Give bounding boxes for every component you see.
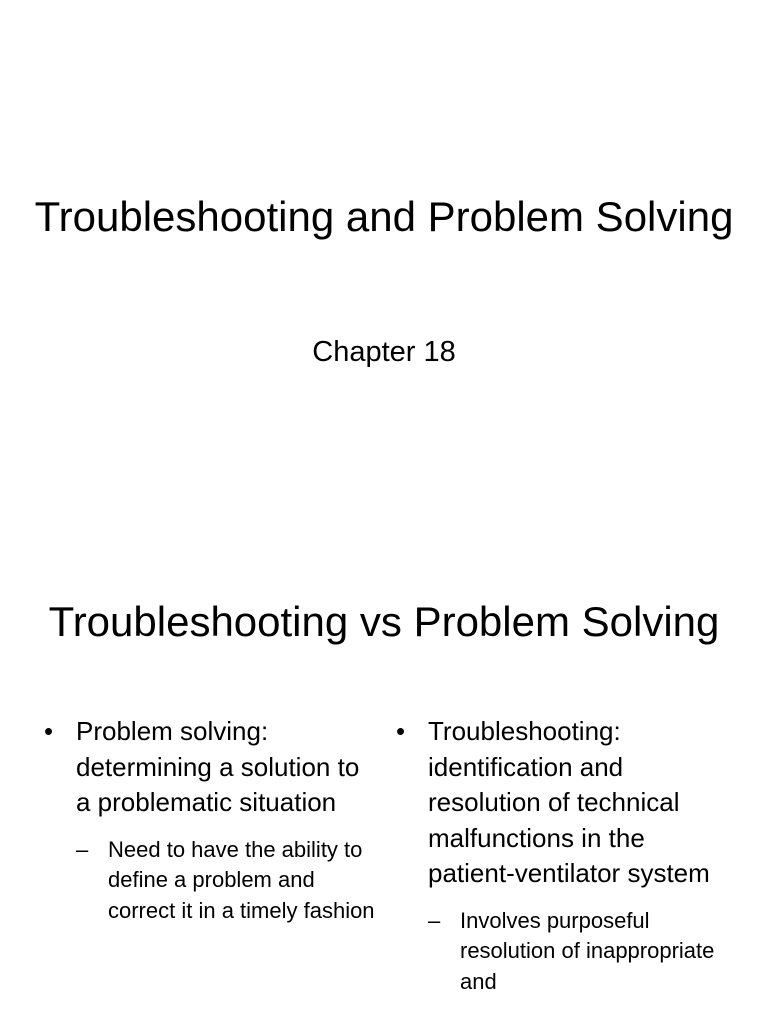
bullet-problem-solving [42, 714, 377, 821]
sub-bullet-purposeful-resolution [428, 906, 734, 998]
dash-marker: – [76, 836, 89, 862]
slide-title-2: Troubleshooting vs Problem Solving [48, 598, 720, 645]
bullet-marker: • [44, 716, 54, 746]
sub-bullet-text: Need to have the ability to define a problem and correct it in a timely fashion [108, 836, 375, 923]
bullet-text: Troubleshooting: identification and resolution of technical malfunctions in the patient-ventilator system [428, 716, 710, 888]
dash-marker: – [428, 907, 441, 933]
right-column [394, 714, 734, 997]
sub-bullet-define-problem [76, 835, 377, 927]
bullet-marker: • [396, 716, 406, 746]
sub-bullet-text: Involves purposeful resolution of inappropriate and [460, 907, 715, 994]
slide-title-1: Troubleshooting and Problem Solving [34, 193, 734, 240]
left-column [42, 714, 377, 926]
bullet-troubleshooting [394, 714, 734, 892]
bullet-text: Problem solving: determining a solution to a problematic situation [76, 716, 360, 817]
slide-subtitle-chapter: Chapter 18 [312, 336, 456, 368]
